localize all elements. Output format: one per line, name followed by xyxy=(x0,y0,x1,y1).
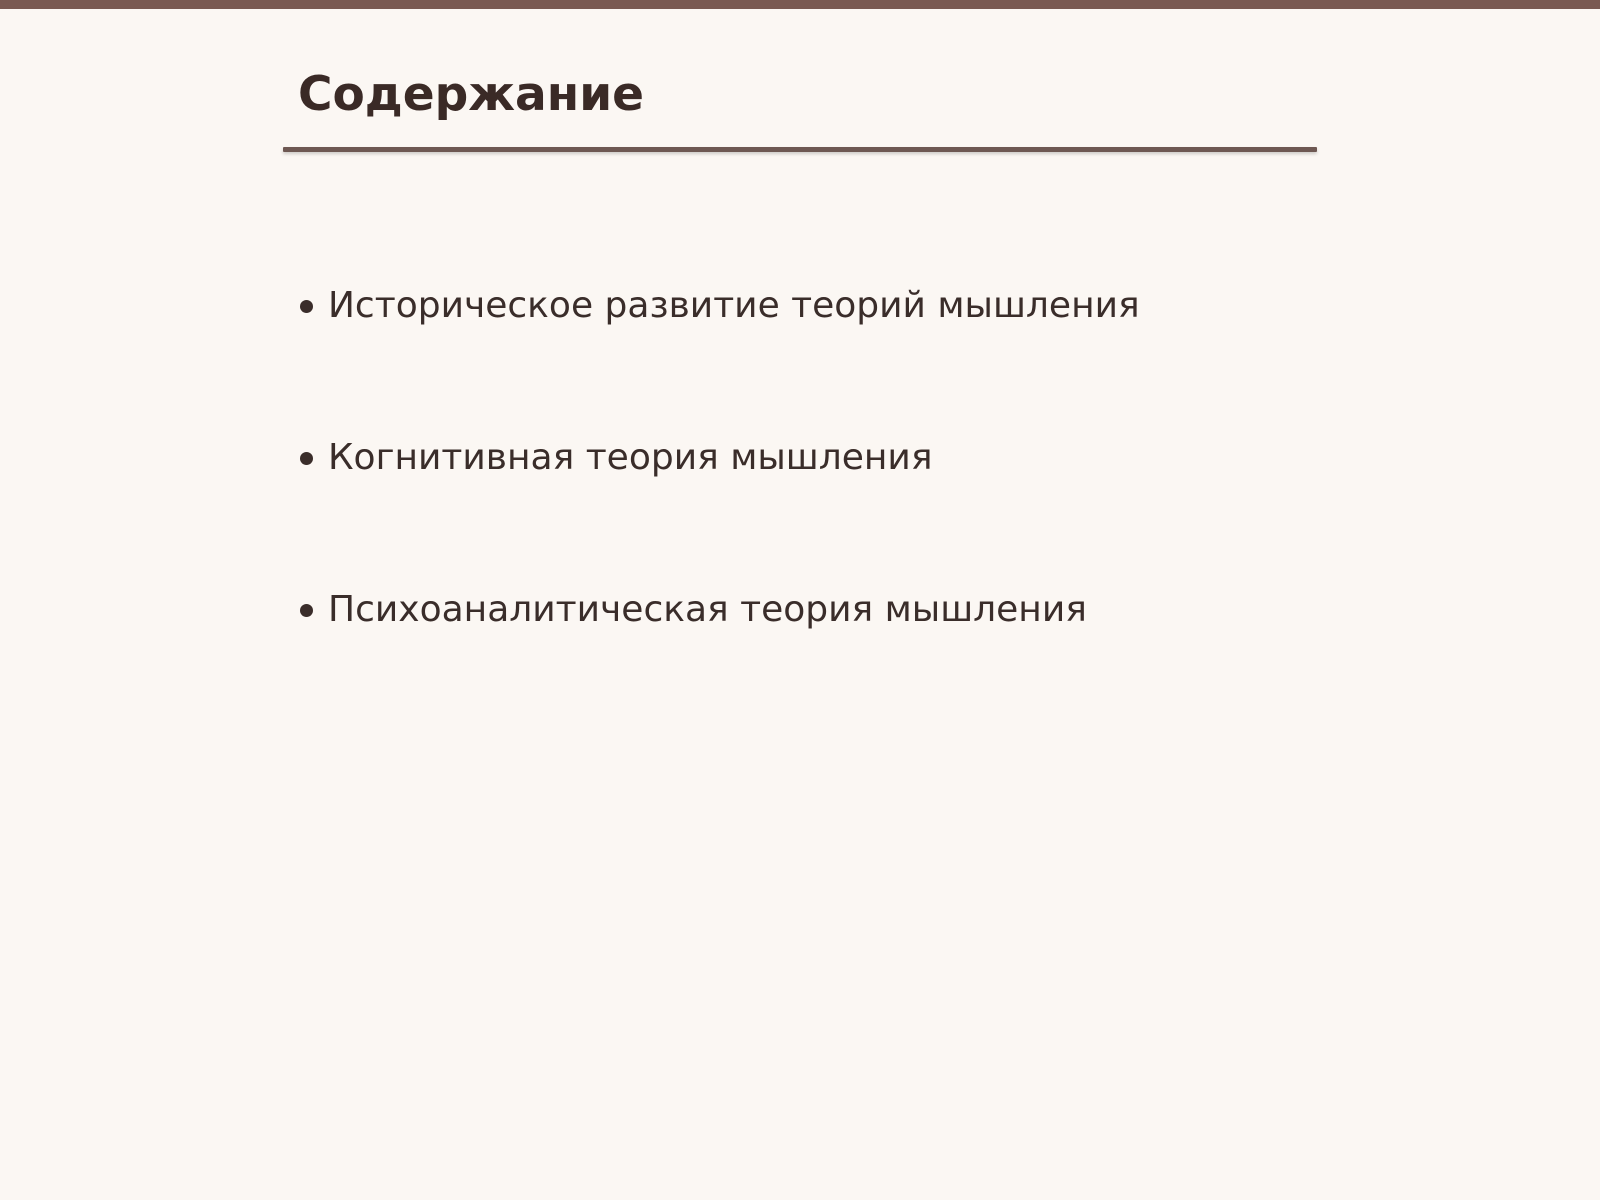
bullet-icon xyxy=(300,300,313,313)
list-item-text: Психоаналитическая теория мышления xyxy=(328,589,1087,630)
slide-title: Содержание xyxy=(298,67,645,122)
contents-list xyxy=(300,280,1140,736)
list-item xyxy=(300,280,1140,432)
title-underline xyxy=(283,147,1317,152)
list-item-text: Когнитивная теория мышления xyxy=(328,437,933,478)
list-item-text: Историческое развитие теорий мышления xyxy=(328,285,1140,326)
bullet-icon xyxy=(300,604,313,617)
list-item xyxy=(300,432,1140,584)
bullet-icon xyxy=(300,452,313,465)
list-item xyxy=(300,584,1140,736)
